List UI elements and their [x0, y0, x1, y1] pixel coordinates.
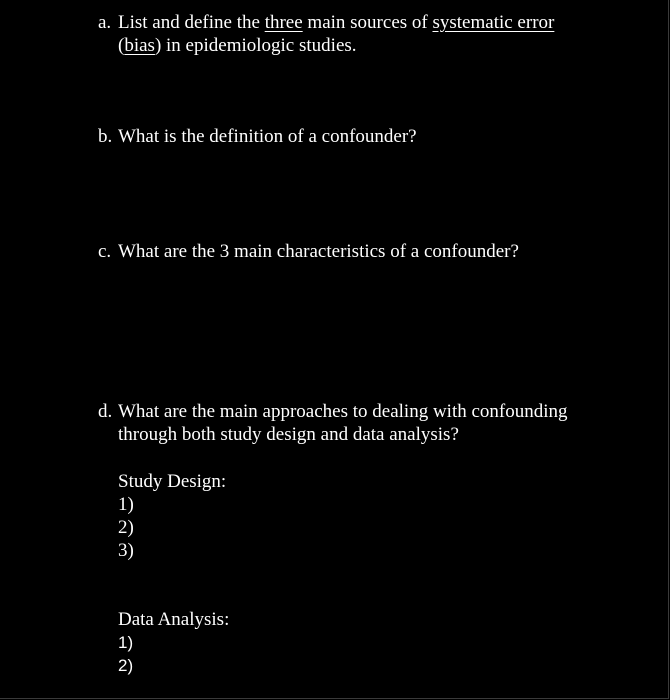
question-a: [98, 11, 638, 57]
question-b: [98, 125, 638, 148]
data-analysis-item-1: 1): [118, 633, 134, 652]
question-d-marker: d.: [98, 401, 113, 422]
question-a-text-4: ) in epidemiologic studies.: [154, 35, 357, 56]
question-d-text-2: through both study design and data analysis?: [118, 424, 459, 445]
question-a-underline-three: three: [264, 12, 303, 33]
study-design-heading: Study Design:: [118, 471, 227, 492]
question-a-text-1: List and define the: [118, 12, 265, 33]
data-analysis-section: [118, 608, 618, 677]
question-a-text-2: main sources of: [302, 12, 433, 33]
question-b-text: What is the definition of a confounder?: [118, 126, 417, 147]
study-design-item-3: 3): [118, 540, 134, 561]
study-design-section: [118, 470, 618, 562]
question-a-marker: a.: [98, 12, 112, 33]
question-d: [98, 400, 638, 446]
question-c-marker: c.: [98, 241, 112, 262]
question-a-text-3: (: [118, 35, 125, 56]
study-design-item-2: 2): [118, 517, 134, 538]
question-d-text-1: What are the main approaches to dealing with confounding: [118, 401, 568, 422]
question-a-underline-systematic-error: systematic error: [432, 12, 555, 33]
question-c: [98, 240, 638, 263]
question-b-marker: b.: [98, 126, 113, 147]
question-a-underline-bias: bias: [124, 35, 155, 56]
question-c-text: What are the 3 main characteristics of a confounder?: [118, 241, 519, 262]
data-analysis-item-2: 2): [118, 656, 134, 675]
study-design-item-1: 1): [118, 494, 134, 515]
data-analysis-heading: Data Analysis:: [118, 609, 230, 630]
